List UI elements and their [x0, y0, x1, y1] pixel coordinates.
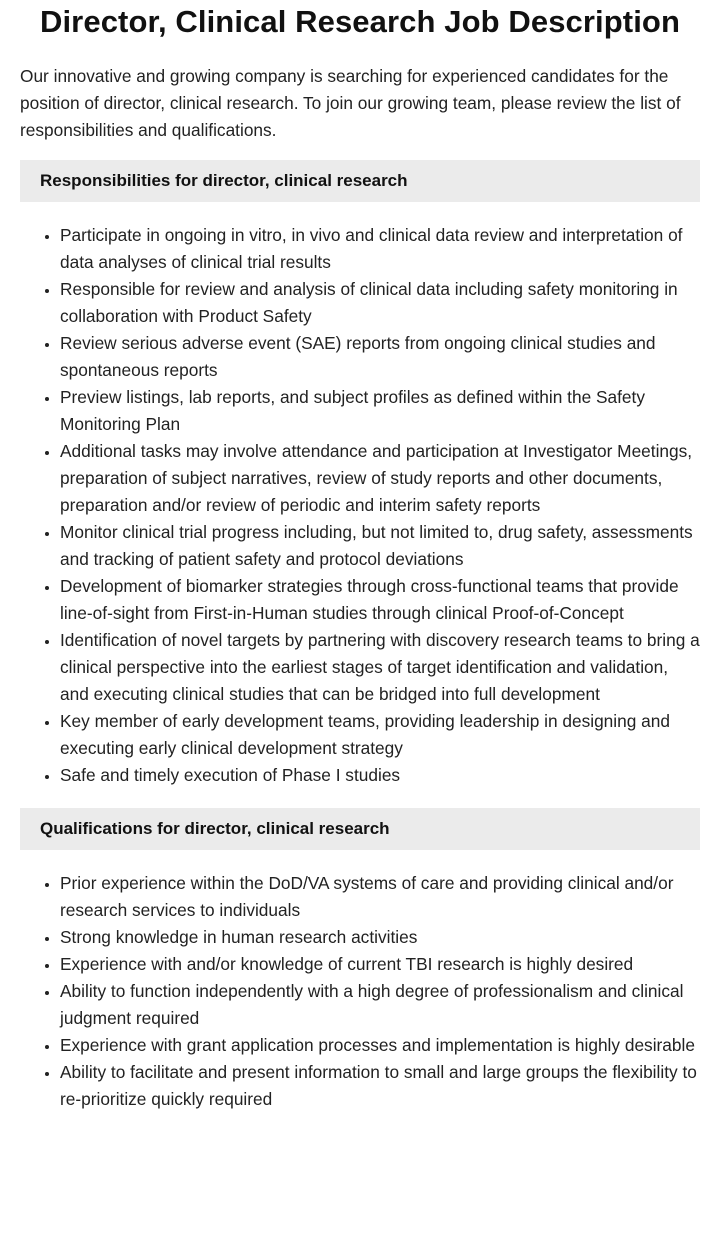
list-item: • Safe and timely execution of Phase I studies: [60, 762, 700, 789]
list-item: • Experience with and/or knowledge of current TBI research is highly desired: [60, 951, 700, 978]
list-item: • Experience with grant application processes and implementation is highly desirable: [60, 1032, 700, 1059]
qualifications-list: [20, 870, 700, 1113]
list-item: • Ability to function independently with a high degree of professionalism and clinical judgment required: [60, 978, 700, 1032]
list-item: • Key member of early development teams, providing leadership in designing and executing early clinical development strategy: [60, 708, 700, 762]
intro-paragraph: Our innovative and growing company is searching for experienced candidates for the position of director, clinical research. To join our growing team, please review the list of responsibilities and qualifications.: [20, 66, 681, 140]
list-item: • Identification of novel targets by partnering with discovery research teams to bring a clinical perspective into the earliest stages of target identification and validation, and executing clinical studies that can be bridged into full development: [60, 627, 700, 708]
list-item: • Responsible for review and analysis of clinical data including safety monitoring in collaboration with Product Safety: [60, 276, 700, 330]
qualifications-heading: Qualifications for director, clinical research: [20, 808, 700, 850]
list-item: • Review serious adverse event (SAE) reports from ongoing clinical studies and spontaneous reports: [60, 330, 700, 384]
list-item: • Preview listings, lab reports, and subject profiles as defined within the Safety Monitoring Plan: [60, 384, 700, 438]
list-item: • Ability to facilitate and present information to small and large groups the flexibility to re-prioritize quickly required: [60, 1059, 700, 1113]
responsibilities-list: [20, 222, 700, 789]
list-item: • Additional tasks may involve attendance and participation at Investigator Meetings, preparation of subject narratives, review of study reports and other documents, preparation and/or review of periodic and interim safety reports: [60, 438, 700, 519]
list-item: • Strong knowledge in human research activities: [60, 924, 700, 951]
page-title: Director, Clinical Research Job Description: [39, 4, 680, 39]
list-item: • Development of biomarker strategies through cross-functional teams that provide line-of-sight from First-in-Human studies through clinical Proof-of-Concept: [60, 573, 700, 627]
list-item: • Participate in ongoing in vitro, in vivo and clinical data review and interpretation of data analyses of clinical trial results: [60, 222, 700, 276]
list-item: • Prior experience within the DoD/VA systems of care and providing clinical and/or research services to individuals: [60, 870, 700, 924]
list-item: • Monitor clinical trial progress including, but not limited to, drug safety, assessments and tracking of patient safety and protocol deviations: [60, 519, 700, 573]
responsibilities-heading: Responsibilities for director, clinical research: [20, 160, 700, 202]
